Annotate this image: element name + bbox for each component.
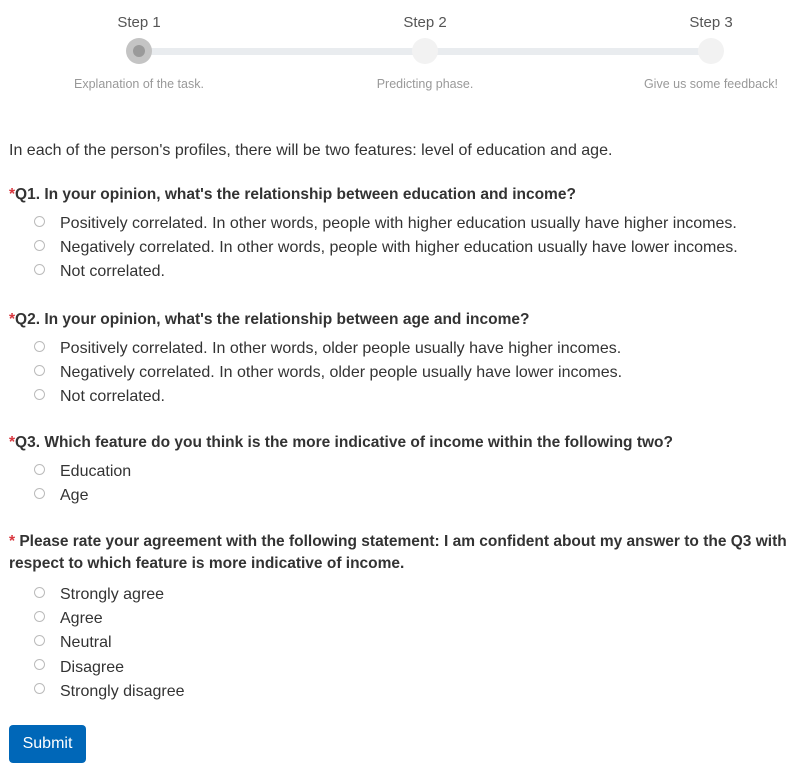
radio-button[interactable] <box>34 341 45 352</box>
question-2 <box>9 309 809 410</box>
step-desc: Predicting phase. <box>376 77 474 91</box>
radio-option[interactable] <box>9 361 809 385</box>
step-title: Step 3 <box>689 14 733 31</box>
radio-button[interactable] <box>34 587 45 598</box>
submit-button[interactable]: Submit <box>9 725 86 763</box>
option-label: Agree <box>60 610 103 628</box>
question-text: Q3. Which feature do you think is the more indicative of income within the following two? <box>15 434 673 451</box>
option-label: Not correlated. <box>60 388 165 406</box>
radio-option[interactable] <box>9 337 809 361</box>
radio-option[interactable] <box>9 680 809 704</box>
required-marker: * <box>9 186 16 203</box>
radio-button[interactable] <box>34 683 45 694</box>
required-marker: * <box>9 434 16 451</box>
radio-option[interactable] <box>9 236 809 260</box>
required-marker: * <box>9 533 20 550</box>
radio-button[interactable] <box>34 659 45 670</box>
radio-button[interactable] <box>34 389 45 400</box>
option-label: Negatively correlated. In other words, older people usually have lower incomes. <box>60 364 623 382</box>
question-title <box>9 309 809 331</box>
radio-button[interactable] <box>34 240 45 251</box>
intro-text: In each of the person's profiles, there will be two features: level of education and age. <box>9 142 613 159</box>
option-label: Age <box>60 487 89 505</box>
radio-option[interactable] <box>9 385 809 409</box>
radio-option[interactable] <box>9 484 809 508</box>
question-title <box>9 432 809 454</box>
radio-option[interactable] <box>9 656 809 680</box>
radio-button[interactable] <box>34 611 45 622</box>
radio-option[interactable] <box>9 260 809 284</box>
question-title <box>9 184 809 206</box>
option-label: Not correlated. <box>60 263 165 281</box>
option-label: Education <box>60 463 132 481</box>
radio-button[interactable] <box>34 216 45 227</box>
required-marker: * <box>9 311 16 328</box>
question-text: Please rate your agreement with the following statement: I am confident about my answer to the Q3 with respect to which feature is more indicative of income. <box>9 533 787 572</box>
option-label: Positively correlated. In other words, people with higher education usually have higher incomes. <box>60 215 737 233</box>
question-4 <box>9 531 809 704</box>
radio-button[interactable] <box>34 464 45 475</box>
radio-option[interactable] <box>9 212 809 236</box>
step-dot <box>412 38 438 64</box>
radio-option[interactable] <box>9 631 809 655</box>
step-title: Step 2 <box>403 14 447 31</box>
step-title: Step 1 <box>117 14 161 31</box>
progress-stepper <box>0 0 810 100</box>
radio-button[interactable] <box>34 635 45 646</box>
step-dot-active <box>126 38 152 64</box>
radio-button[interactable] <box>34 264 45 275</box>
option-label: Strongly disagree <box>60 682 185 700</box>
option-label: Strongly agree <box>60 586 165 604</box>
question-text: Q1. In your opinion, what's the relationship between education and income? <box>15 186 576 203</box>
step-dot <box>698 38 724 64</box>
radio-option[interactable] <box>9 460 809 484</box>
question-text: Q2. In your opinion, what's the relationship between age and income? <box>15 311 530 328</box>
step-desc: Give us some feedback! <box>643 77 779 91</box>
step-desc: Explanation of the task. <box>74 77 204 91</box>
radio-button[interactable] <box>34 488 45 499</box>
question-3 <box>9 432 809 508</box>
radio-option[interactable] <box>9 607 809 631</box>
question-title <box>9 531 809 575</box>
option-label: Neutral <box>60 634 112 652</box>
option-label: Disagree <box>60 658 125 676</box>
option-label: Positively correlated. In other words, older people usually have higher incomes. <box>60 340 622 358</box>
question-1 <box>9 184 809 285</box>
radio-option[interactable] <box>9 583 809 607</box>
radio-button[interactable] <box>34 365 45 376</box>
option-label: Negatively correlated. In other words, people with higher education usually have lower incomes. <box>60 239 738 257</box>
